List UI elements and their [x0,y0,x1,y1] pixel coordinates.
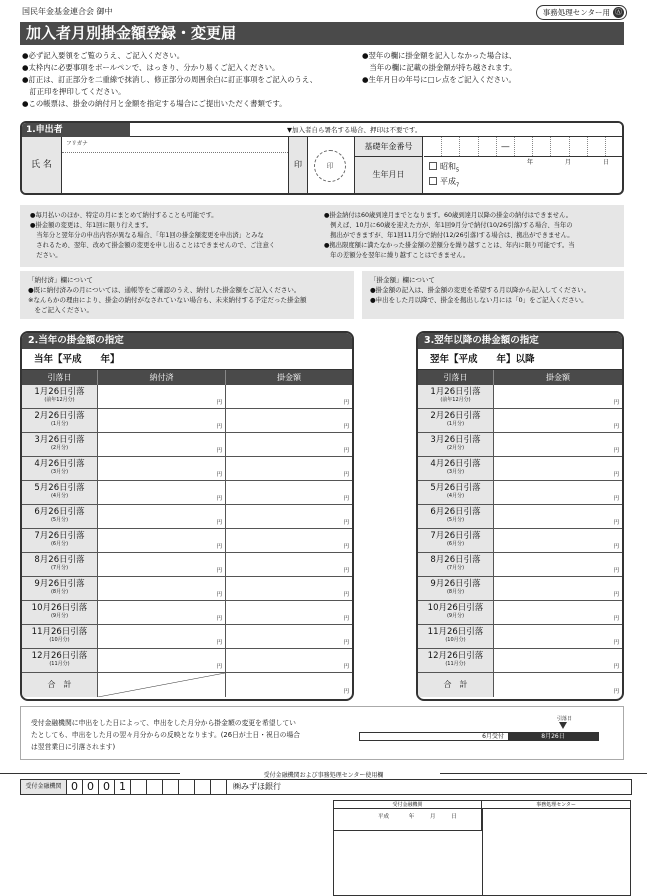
furigana-divider [62,152,302,153]
current-year-table-header [22,370,352,385]
note-line: ●訂正は、訂正部分を二重線で抹消し、修正部分の周囲余白に訂正事項をご記入のうえ、 [22,75,318,84]
era-showa-option[interactable]: 昭和$_5$ [429,161,459,174]
debit-date-text: 1月26日引落 [430,387,481,397]
notice-heading: 「納付済」欄について [28,276,93,284]
yen-unit: 円 [613,472,619,478]
bank-code-digit: 0 [99,780,115,794]
table-row [22,433,352,457]
name-field[interactable] [64,155,286,191]
era-heisei-option[interactable]: 平成$_7$ [429,176,459,189]
month-covered-text: (11月分) [49,661,70,667]
month-covered-text: (3月分) [446,469,465,475]
note-line: ●この帳票は、掛金の納付月と金額を指定する場合にご提出いただく書類です。 [22,99,287,108]
contribution-amount-field[interactable] [494,625,622,648]
debit-date-text: 11月26日引落 [427,627,484,637]
bank-code-digit [179,780,195,794]
debit-date-text: 3月26日引落 [34,435,85,445]
next-year-title: 3.翌年以降の掛金額の指定 [418,333,622,349]
table-row [418,601,622,625]
next-year-section [416,331,624,701]
center-use-header: 事務処理センター [482,801,630,809]
month-covered-text: (4月分) [50,493,69,499]
paid-total-disabled [98,673,226,697]
timeline-bar [359,732,599,741]
debit-date-cell [22,385,98,408]
debit-date-text: 9月26日引落 [430,579,481,589]
contribution-amount-field[interactable] [226,529,352,552]
debit-date-text: 6月26日引落 [34,507,85,517]
yen-unit: 円 [216,616,222,622]
total-label: 合 計 [418,673,494,697]
table-row [418,553,622,577]
office-use-separator: 受付金融機関および事務処理センター使用欄 [263,772,384,779]
notice-line: されるため、翌年、改めて掛金額の変更を申し出ることはできませんので、ご注意く [30,242,276,249]
notice-line: ●掛金額の変更は、年1回に限り行えます。 [30,222,153,229]
table-row [22,649,352,673]
debit-date-text: 12月26日引落 [31,651,88,661]
notice-box-amount [362,271,624,319]
debit-date-cell [418,649,494,672]
contribution-amount-field[interactable] [226,433,352,456]
col-date: 引落日 [418,370,494,385]
month-covered-text: (7月分) [446,565,465,571]
month-covered-text: (6月分) [50,541,69,547]
note-line: ●必ず記入要領をご覧のうえ、ご記入ください。 [22,51,185,60]
office-use-badge [536,5,627,20]
applicant-header [22,123,622,137]
yen-unit: 円 [343,520,349,526]
debit-date-text: 8月26日引落 [430,555,481,565]
bank-label: 受付金融機関 [21,780,67,794]
contribution-amount-field[interactable] [226,553,352,576]
contribution-amount-field[interactable] [226,601,352,624]
notice-box-a [20,205,624,267]
yen-unit: 円 [216,472,222,478]
month-covered-text: (2月分) [446,445,465,451]
debit-date-text: 4月26日引落 [34,459,85,469]
yen-unit: 円 [216,424,222,430]
bank-code-digit [163,780,179,794]
table-row [418,457,622,481]
bank-code-digit [147,780,163,794]
month-covered-text: (前年12月分) [440,397,471,403]
amount-total-field[interactable]: 円 [343,689,349,695]
debit-date-text: 8月26日引落 [34,555,85,565]
notice-line: 例えば、10月に60歳を迎えた方が、年1回9月分で納付(10/26引落)する場合、当年の [324,222,573,229]
col-amount: 掛金額 [277,373,301,382]
notice-line: ●既に納付済みの月については、通帳等をご確認のうえ、納付した掛金額をご記入ください。 [28,286,301,294]
yen-unit: 円 [343,448,349,454]
contribution-amount-field[interactable] [494,601,622,624]
debit-date-cell [22,625,98,648]
bank-name: ㈱みずほ銀行 [233,782,281,791]
contribution-amount-field[interactable] [494,505,622,528]
contribution-amount-field[interactable] [494,577,622,600]
contribution-amount-field[interactable] [226,649,352,672]
yen-unit: 円 [343,664,349,670]
current-year-title: 2.当年の掛金額の指定 [22,333,352,349]
pension-dash: ― [497,137,515,156]
table-row [22,457,352,481]
debit-date-cell [418,385,494,408]
debit-date-text: 12月26日引落 [427,651,484,661]
notice-line: ●毎月払いのほか、特定の月にまとめて納付することも可能です。 [30,212,218,219]
table-row [22,481,352,505]
debit-date-cell [22,409,98,432]
debit-date-cell [22,505,98,528]
table-row [418,433,622,457]
year-unit: 年 [527,159,534,166]
debit-date-text: 11月26日引落 [31,627,88,637]
yen-unit: 円 [343,616,349,622]
debit-date-text: 2月26日引落 [34,411,85,421]
paid-amount-field[interactable] [98,433,226,456]
timing-note-line: 受付金融機関に申出をした日によって、申出をした月分から掛金額の変更を希望してい [31,719,296,727]
debit-date-cell [418,625,494,648]
yen-unit: 円 [216,520,222,526]
applicant-note: ▼加入者自ら署名する場合、押印は不要です。 [287,126,422,134]
yen-unit: 円 [613,448,619,454]
debit-date-text: 2月26日引落 [430,411,481,421]
bank-code-digit [131,780,147,794]
timing-note-box [20,706,624,760]
yen-unit: 円 [343,640,349,646]
seal-circle[interactable]: 印 [314,150,346,182]
seal-label: 印 [288,137,308,193]
debit-date-cell [418,529,494,552]
month-covered-text: (5月分) [446,517,465,523]
month-covered-text: (6月分) [446,541,465,547]
contribution-amount-field[interactable] [494,385,622,408]
debit-date-cell [22,649,98,672]
debit-date-text: 5月26日引落 [430,483,481,493]
table-row [418,625,622,649]
era-showa-checkbox[interactable] [429,162,437,170]
current-year-label: 当年【平成 年】 [22,349,352,370]
era-heisei-checkbox[interactable] [429,177,437,185]
office-use-label: 事務処理センター用 [542,8,610,17]
bank-code-digit [195,780,211,794]
paid-amount-field[interactable] [98,481,226,504]
debit-date-cell [22,457,98,480]
month-covered-text: (11月分) [445,661,466,667]
furigana-label: フリガナ [66,141,88,147]
pension-number-label: 基礎年金番号 [355,137,423,157]
office-use-box [333,800,631,896]
yen-unit: 円 [613,640,619,646]
yen-unit: 円 [343,424,349,430]
accept-month: 6月受付 [482,733,504,740]
yen-unit: 円 [216,544,222,550]
note-line: ●翌年の欄に掛金額を記入しなかった場合は、 [362,51,517,60]
yen-unit: 円 [343,592,349,598]
col-amount: 掛金額 [546,373,570,382]
note-line: 当年の欄に記載の掛金額が持ち越されます。 [362,63,517,72]
table-row [418,529,622,553]
paid-amount-field[interactable] [98,457,226,480]
contribution-amount-field[interactable] [226,385,352,408]
table-row [418,577,622,601]
notice-line: ださい。 [30,252,62,259]
notes-left [22,50,362,110]
current-year-section [20,331,354,701]
birthdate-label: 生年月日 [355,157,423,193]
birthdate-field[interactable] [475,158,623,192]
paid-amount-field[interactable] [98,553,226,576]
paid-amount-field[interactable] [98,577,226,600]
month-covered-text: (2月分) [50,445,69,451]
yen-unit: 円 [343,544,349,550]
yen-unit: 円 [613,520,619,526]
notice-line: 拠出ができますが、年1回11月分で納付(12/26引落)する場合は、拠出ができません。 [324,232,574,239]
debit-date-cell [418,481,494,504]
debit-date-cell [22,529,98,552]
applicant-tab: 1.申出者 [22,123,130,137]
table-row [22,385,352,409]
table-row [22,577,352,601]
paid-amount-field[interactable] [98,649,226,672]
yen-unit: 円 [216,496,222,502]
table-row [418,409,622,433]
note-line: ●生年月日の年号に□レ点をご記入ください。 [362,75,516,84]
yen-unit: 円 [613,424,619,430]
next-year-label: 翌年【平成 年】以降 [418,349,622,370]
notice-box-paid [20,271,354,319]
timing-note-line: たとしても、申出をした月の翌々月分からの反映となります。(26日が土日・祝日の場合 [31,731,301,739]
debit-date-cell [22,577,98,600]
yen-unit: 円 [613,544,619,550]
month-unit: 月 [565,159,572,166]
yen-unit: 円 [216,400,222,406]
contribution-amount-field[interactable] [494,649,622,672]
amount-total-field[interactable]: 円 [613,689,619,695]
month-covered-text: (7月分) [50,565,69,571]
notice-line: ※なんらかの理由により、掛金の納付がなされていない場合も、未来納付する予定だった掛金額 [28,296,307,304]
notice-line: をご記入ください。 [28,306,93,314]
month-covered-text: (1月分) [446,421,465,427]
table-row [418,481,622,505]
debit-date-cell [418,433,494,456]
paid-amount-field[interactable] [98,601,226,624]
debit-date-cell [418,457,494,480]
note-line: ●太枠内に必要事項をボールペンで、はっきり、分かり易くご記入ください。 [22,63,280,72]
month-covered-text: (8月分) [446,589,465,595]
current-year-total-row [22,673,352,697]
col-date: 引落日 [22,370,98,385]
table-row [418,649,622,673]
contribution-amount-field[interactable] [494,409,622,432]
yen-unit: 円 [343,568,349,574]
month-covered-text: (10月分) [445,637,466,643]
notes-right [362,50,624,86]
yen-unit: 円 [613,664,619,670]
debit-date-text: 6月26日引落 [430,507,481,517]
timing-note-text [31,717,351,753]
debit-date-text: 7月26日引落 [34,531,85,541]
debit-date-text: 5月26日引落 [34,483,85,493]
name-label: 氏 名 [22,137,62,193]
notice-line: 年の差額分を翌年に繰り越すことはできません。 [324,252,470,259]
pension-number-field[interactable] [424,137,624,157]
debit-date-text: 1月26日引落 [34,387,85,397]
next-year-table-header [418,370,622,385]
yen-unit: 円 [343,400,349,406]
table-row [22,625,352,649]
yen-unit: 円 [216,592,222,598]
month-covered-text: (5月分) [50,517,69,523]
debit-date: 8月26日 [508,733,598,740]
debit-date-cell [22,433,98,456]
notice-heading: 「掛金額」欄について [370,276,435,284]
contribution-amount-field[interactable] [494,481,622,504]
contribution-amount-field[interactable] [226,625,352,648]
paid-amount-field[interactable] [98,385,226,408]
current-year-rows [22,385,352,673]
bank-code-digit: 0 [67,780,83,794]
paid-amount-field[interactable] [98,409,226,432]
table-row [22,553,352,577]
month-covered-text: (3月分) [50,469,69,475]
day-unit: 日 [603,159,610,166]
applicant-details [354,137,624,193]
contribution-amount-field[interactable] [226,409,352,432]
next-year-total-row [418,673,622,697]
yen-unit: 円 [613,592,619,598]
table-row [22,529,352,553]
yen-unit: 円 [343,496,349,502]
table-row [22,409,352,433]
receiving-bank-row [20,779,632,795]
paid-amount-field[interactable] [98,505,226,528]
contribution-amount-field[interactable] [226,577,352,600]
bank-use-header: 受付金融機関 [334,801,482,809]
contribution-amount-field[interactable] [226,457,352,480]
debit-date-cell [22,553,98,576]
notice-line: ●申出をした月以降で、掛金を拠出しない月には「0」をご記入ください。 [370,296,588,304]
form-title: 加入者月別掛金額登録・変更届 [20,22,624,45]
yen-unit: 円 [613,496,619,502]
month-covered-text: (10月分) [49,637,70,643]
total-label: 合 計 [22,673,98,697]
yen-unit: 円 [216,640,222,646]
table-row [418,505,622,529]
debit-date-cell [418,577,494,600]
bank-code-digit [211,780,227,794]
timing-note-line: は翌営業日に引落されます) [31,743,116,751]
debit-date-cell [418,553,494,576]
month-covered-text: (4月分) [446,493,465,499]
paid-amount-field[interactable] [98,625,226,648]
yen-unit: 円 [613,616,619,622]
debit-date-label: 引落日 [557,716,573,722]
notice-line: ●拠出限度額に満たなかった掛金額の差額分を繰り越すことは、年内に限り可能です。当 [324,242,575,249]
month-covered-text: (前年12月分) [44,397,75,403]
contribution-amount-field[interactable] [226,481,352,504]
contribution-amount-field[interactable] [226,505,352,528]
yen-unit: 円 [216,448,222,454]
debit-date-cell [418,601,494,624]
office-mark-icon: Ⓐ [615,8,622,16]
bank-code-digit: 1 [115,780,131,794]
box-divider [482,809,483,895]
month-covered-text: (9月分) [446,613,465,619]
yen-unit: 円 [343,472,349,478]
paid-amount-field[interactable] [98,529,226,552]
debit-date-text: 10月26日引落 [31,603,88,613]
contribution-amount-field[interactable] [494,553,622,576]
yen-unit: 円 [216,664,222,670]
month-covered-text: (1月分) [50,421,69,427]
debit-date-cell [22,601,98,624]
month-covered-text: (9月分) [50,613,69,619]
applicant-section [20,121,624,195]
contribution-amount-field[interactable] [494,457,622,480]
contribution-amount-field[interactable] [494,529,622,552]
notice-line: ●掛金額の記入は、掛金額の変更を希望する月以降から記入してください。 [370,286,591,294]
debit-date-text: 7月26日引落 [430,531,481,541]
contribution-amount-field[interactable] [494,433,622,456]
debit-date-text: 3月26日引落 [430,435,481,445]
table-row [22,505,352,529]
notice-line: 当年分と翌年分の申出内容が異なる場合、「年1回の掛金額変更を申出済」とみな [30,232,264,239]
notice-line: ●掛金納付は60歳到達月までとなります。60歳到達月以降の掛金の納付はできません。 [324,212,573,219]
debit-date-cell [418,505,494,528]
header-org: 国民年金基金連合会 御中 [22,7,113,16]
month-covered-text: (8月分) [50,589,69,595]
debit-date-cell [22,481,98,504]
next-year-rows [418,385,622,673]
debit-date-text: 10月26日引落 [427,603,484,613]
yen-unit: 円 [613,568,619,574]
down-arrow-icon [559,722,567,729]
debit-date-cell [418,409,494,432]
yen-unit: 円 [216,568,222,574]
receipt-date: 平成 年 月 日 [334,809,482,831]
yen-unit: 円 [613,400,619,406]
note-line: 訂正印を押印してください。 [22,87,126,96]
debit-date-text: 4月26日引落 [430,459,481,469]
table-row [418,385,622,409]
debit-date-text: 9月26日引落 [34,579,85,589]
col-paid: 納付済 [98,370,226,385]
bank-code-digit: 0 [83,780,99,794]
table-row [22,601,352,625]
